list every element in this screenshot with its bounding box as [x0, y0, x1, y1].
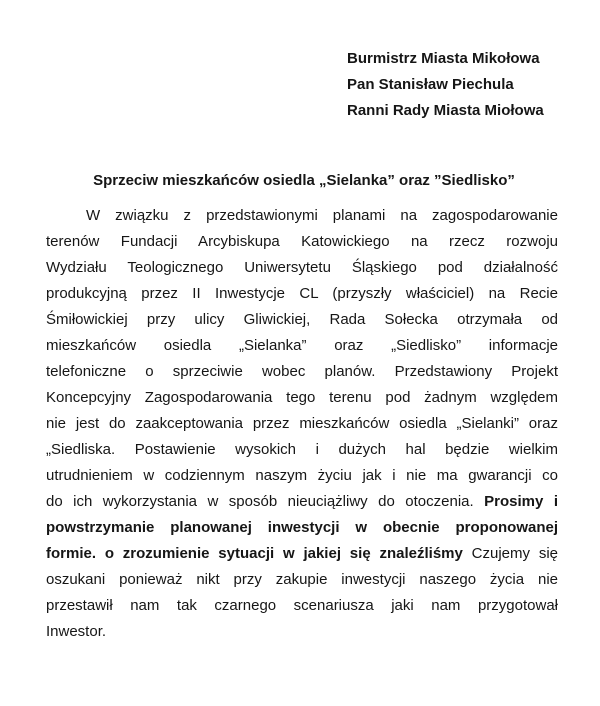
addressee-line-3: Ranni Rady Miasta Miołowa	[347, 102, 544, 119]
body-line: Wydziału Teologicznego Uniwersytetu Śląskiego pod działalność	[46, 259, 558, 276]
body-line: „Siedliska. Postawienie wysokich i dużych hal będzie wielkim	[46, 441, 558, 458]
body-line-normal-part: Czujemy się	[462, 545, 558, 562]
body-line: W związku z przedstawionymi planami na zagospodarowanie	[86, 207, 558, 224]
body-line: produkcyjną przez II Inwestycje CL (przyszły właściciel) na Recie	[46, 285, 558, 302]
document-title	[0, 171, 600, 191]
addressee-block	[347, 46, 592, 124]
body-line: terenów Fundacji Arcybiskupa Katowickiego na rzecz rozwoju	[46, 233, 558, 250]
addressee-line-2: Pan Stanisław Piechula	[347, 76, 514, 93]
body-line-bold-part: formie. o zrozumienie sytuacji w jakiej się znaleźliśmy	[46, 545, 463, 562]
body-line: mieszkańców osiedla „Sielanka” oraz „Siedlisko” informacje	[46, 337, 558, 354]
body-line-normal-part: do ich wykorzystania w sposób nieuciążliwy do otoczenia.	[46, 493, 485, 510]
body-line: utrudnieniem w codziennym naszym życiu jak i nie ma gwarancji co	[46, 467, 558, 484]
body-line: Śmiłowickiej przy ulicy Gliwickiej, Rada Sołecka otrzymała od	[46, 311, 558, 328]
body-line-mixed	[46, 541, 558, 567]
body-paragraph	[46, 203, 558, 645]
body-line: telefoniczne o sprzeciwie wobec planów. Przedstawiony Projekt	[46, 363, 558, 380]
body-line: Koncepcyjny Zagospodarowania tego terenu pod żadnym względem	[46, 389, 558, 406]
addressee-line-1: Burmistrz Miasta Mikołowa	[347, 50, 540, 67]
body-line: Inwestor.	[46, 623, 107, 640]
body-line: nie jest do zaakceptowania przez mieszkańców osiedla „Sielanki” oraz	[46, 415, 558, 432]
document-title-text: Sprzeciw mieszkańców osiedla „Sielanka” oraz ”Siedlisko”	[93, 172, 515, 189]
body-line: przestawił nam tak czarnego scenariusza jaki nam przygotował	[46, 597, 558, 614]
body-line-mixed	[46, 489, 558, 515]
body-line-bold: powstrzymanie planowanej inwestycji w obecnie proponowanej	[46, 519, 558, 536]
body-line-bold-part: Prosimy i	[484, 493, 558, 510]
body-line: oszukani ponieważ nikt przy zakupie inwestycji naszego życia nie	[46, 571, 558, 588]
